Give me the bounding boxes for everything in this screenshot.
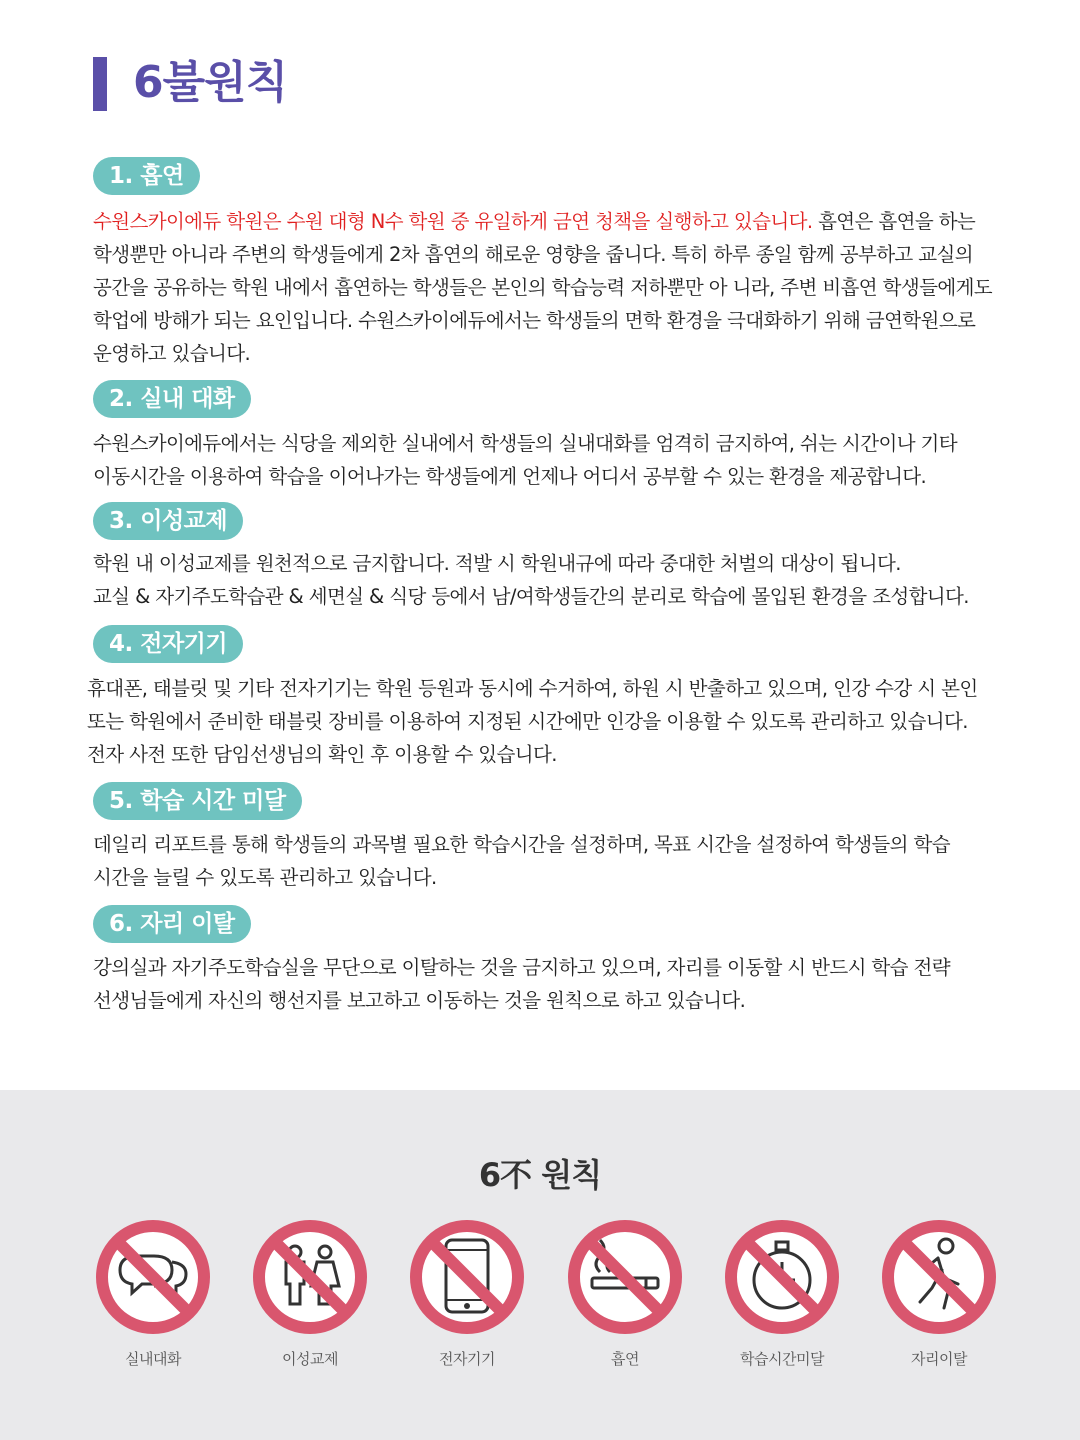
rule-icon-item [408,1218,526,1369]
stopwatch-icon [723,1218,841,1336]
section-label: 5. 학습 시간 미달 [93,782,302,820]
text-line: 데일리 리포트를 통해 학생들의 과목별 필요한 학습시간을 설정하며, 목표 시간을 설정하여 학생들의 학습 [93,833,950,856]
text-line: 운영하고 있습니다. [93,342,251,365]
section-text [93,951,950,1017]
section-text [93,547,969,613]
rules-icon-panel [0,1090,1080,1440]
rule-icon-item [880,1218,998,1369]
rule-icon-item [566,1218,684,1369]
section-label: 6. 자리 이탈 [93,905,251,943]
text-line [93,205,992,238]
page-title: 6불원칙 [133,57,288,108]
title-accent-bar [93,57,107,111]
section-text [93,427,957,493]
text-line: 학생뿐만 아니라 주변의 학생들에게 2차 흡연의 해로운 영향을 줍니다. 특히 하루 종일 함께 공부하고 교실의 [93,243,973,266]
section-label: 1. 흡연 [93,157,200,195]
couple-icon [251,1218,369,1336]
text-line: 강의실과 자기주도학습실을 무단으로 이탈하는 것을 금지하고 있으며, 자리를 이동할 시 반드시 학습 전략 [93,956,950,979]
text-span: 흡연은 흡연을 하는 [812,210,976,233]
text-line: 교실 & 자기주도학습관 & 세면실 & 식당 등에서 남/여학생들간의 분리로 학습에 몰입된 환경을 조성합니다. [93,585,969,608]
section-text [93,205,992,370]
text-line: 학원 내 이성교제를 원천적으로 금지합니다. 적발 시 학원내규에 따라 중대한 처벌의 대상이 됩니다. [93,552,901,575]
text-line: 휴대폰, 태블릿 및 기타 전자기기는 학원 등원과 동시에 수거하여, 하원 시 반출하고 있으며, 인강 수강 시 본인 [87,677,978,700]
rule-icon-label: 실내대화 [125,1350,181,1368]
speech-bubbles-icon [94,1218,212,1336]
highlight-text: 수원스카이에듀 학원은 수원 대형 N수 학원 중 유일하게 금연 청책을 실행하고 있습니다. [93,210,813,233]
section-label: 2. 실내 대화 [93,380,251,418]
section-text [87,672,978,771]
text-line: 또는 학원에서 준비한 태블릿 장비를 이용하여 지정된 시간에만 인강을 이용할 수 있도록 관리하고 있습니다. [87,710,968,733]
rule-icon-item [723,1218,841,1369]
smartphone-icon [408,1218,526,1336]
text-line: 학업에 방해가 되는 요인입니다. 수원스카이에듀에서는 학생들의 면학 환경을 극대화하기 위해 금연학원으로 [93,309,976,332]
section-label: 4. 전자기기 [93,625,243,663]
section-text [93,828,950,894]
text-line: 전자 사전 또한 담임선생님의 확인 후 이용할 수 있습니다. [87,743,557,766]
text-line: 선생님들에게 자신의 행선지를 보고하고 이동하는 것을 원칙으로 하고 있습니다. [93,989,746,1012]
text-line: 공간을 공유하는 학원 내에서 흡연하는 학생들은 본인의 학습능력 저하뿐만 아 니라, 주변 비흡연 학생들에게도 [93,276,993,299]
running-person-icon [880,1218,998,1336]
text-line: 시간을 늘릴 수 있도록 관리하고 있습니다. [93,866,437,889]
rule-icon-label: 전자기기 [439,1350,495,1368]
rule-icon-item [251,1218,369,1369]
rule-icon-label: 이성교제 [282,1350,338,1368]
cigarette-icon [566,1218,684,1336]
rule-icon-label: 학습시간미달 [740,1350,824,1368]
rule-icon-label: 흡연 [611,1350,639,1368]
text-line: 이동시간을 이용하여 학습을 이어나가는 학생들에게 언제나 어디서 공부할 수 있는 환경을 제공합니다. [93,465,927,488]
section-label: 3. 이성교제 [93,502,243,540]
text-line: 수원스카이에듀에서는 식당을 제외한 실내에서 학생들의 실내대화를 엄격히 금지하여, 쉬는 시간이나 기타 [93,432,958,455]
rule-icon-item [94,1218,212,1369]
panel-title: 6不 원칙 [478,1156,602,1194]
rule-icon-label: 자리이탈 [911,1350,967,1368]
